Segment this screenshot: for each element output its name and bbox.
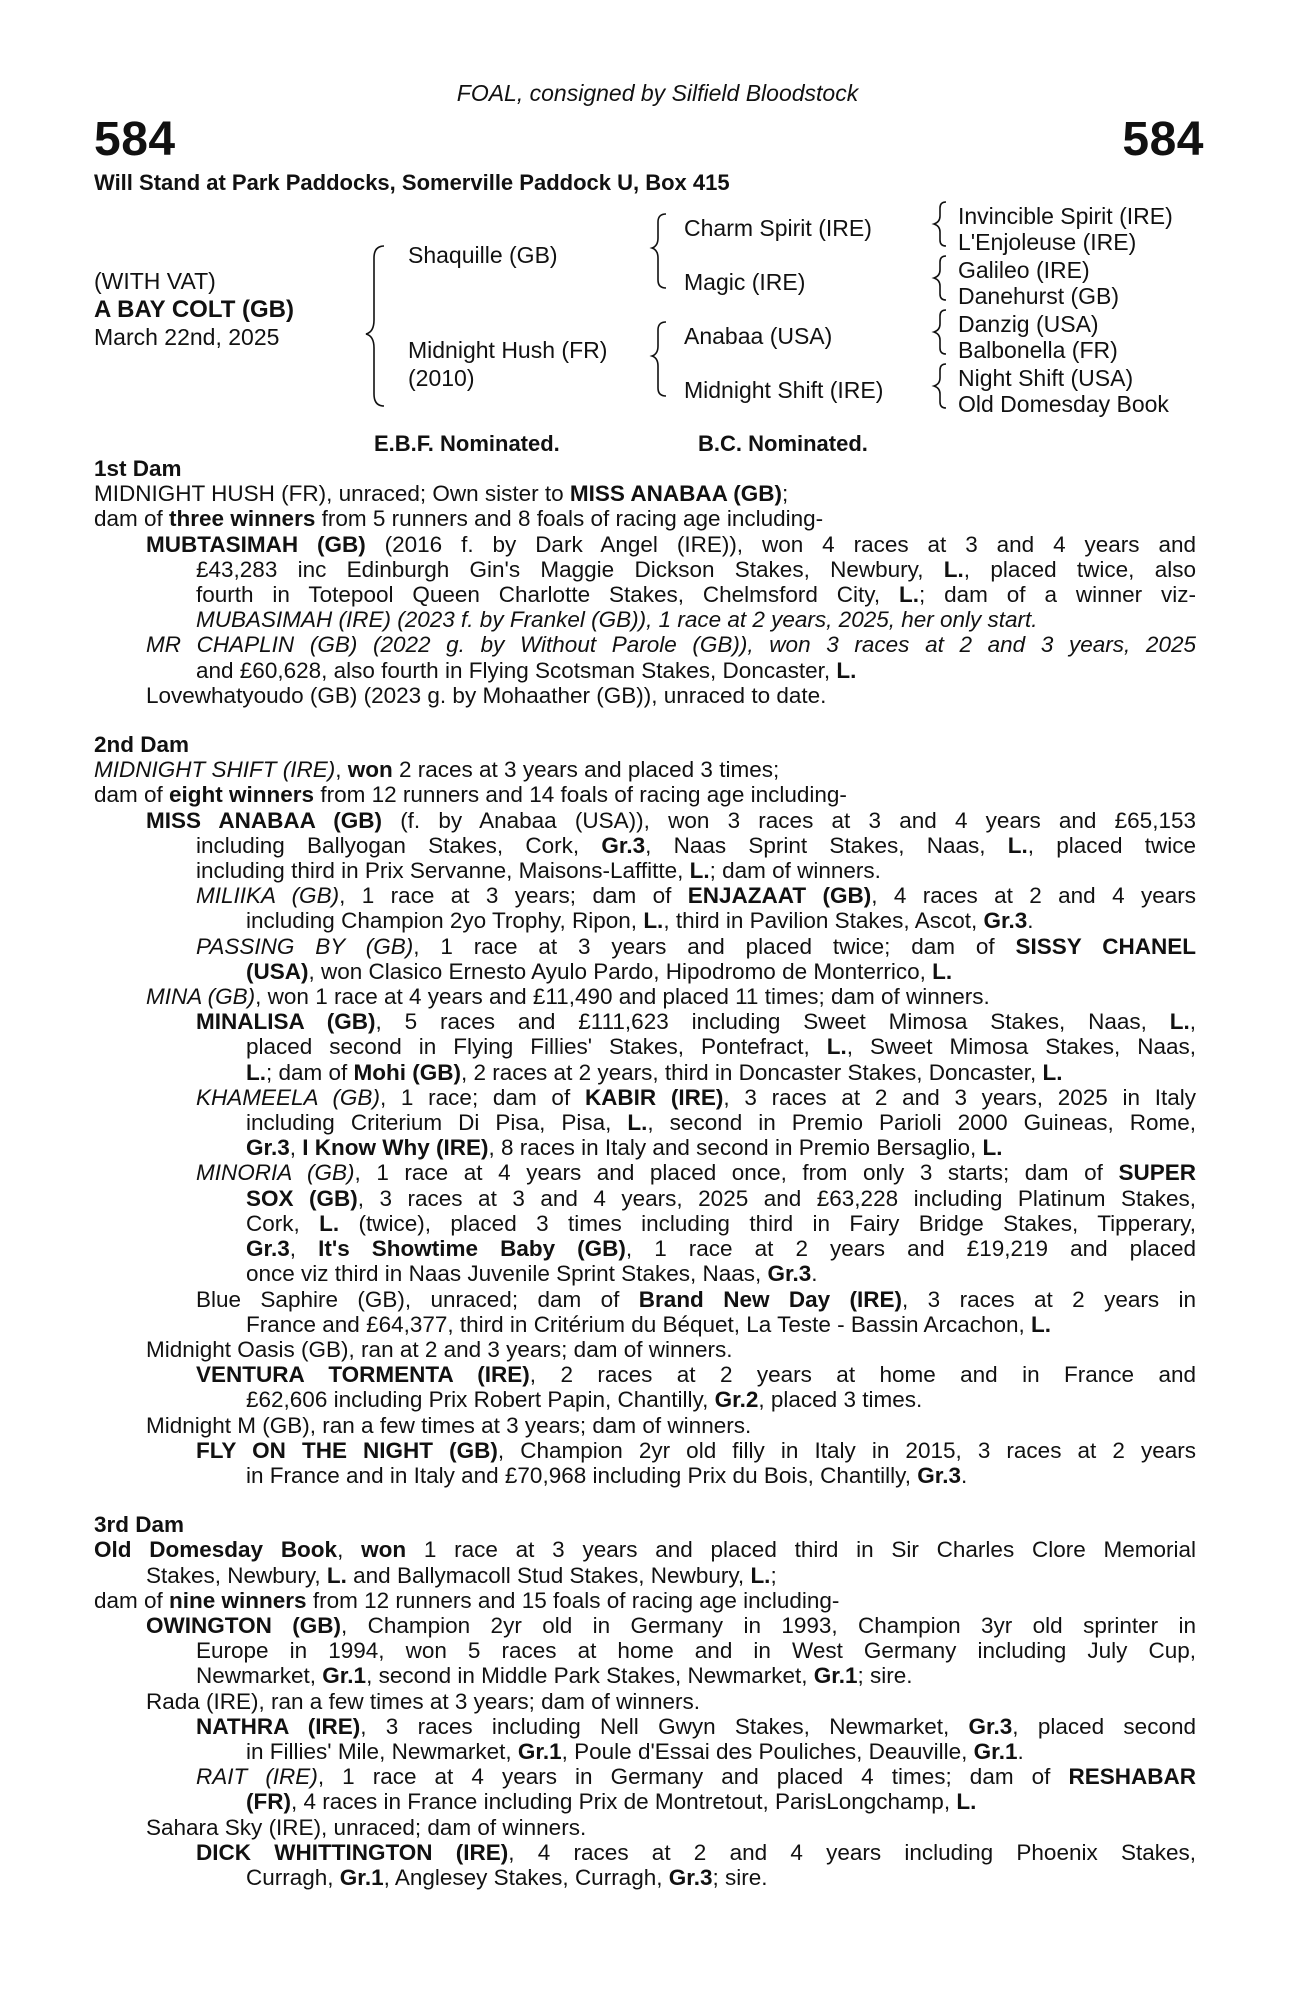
grand-produce-entry-cont: Gr.3, It's Showtime Baby (GB), 1 race at 2 years and £19,219 and placed bbox=[246, 1236, 1196, 1262]
grand-produce-entry-cont: France and £64,377, third in Critérium du Béquet, La Teste - Bassin Arcachon, L. bbox=[246, 1311, 1052, 1337]
brace-sire bbox=[652, 214, 666, 288]
pedigree-dam-dam: Midnight Shift (IRE) bbox=[684, 377, 884, 403]
grand-produce-entry: PASSING BY (GB), 1 race at 3 years and placed twice; dam of SISSY CHANEL bbox=[196, 933, 1196, 959]
grand-produce-entry: KHAMEELA (GB), 1 race; dam of KABIR (IRE), 3 races at 2 and 3 years, 2025 in Italy bbox=[196, 1084, 1196, 1110]
produce-entry-cont: Newmarket, Gr.1, second in Middle Park Stakes, Newmarket, Gr.1; sire. bbox=[196, 1663, 913, 1689]
stand-location: Will Stand at Park Paddocks, Somerville Paddock U, Box 415 bbox=[94, 170, 730, 195]
grand-produce-entry-cont: SOX (GB), 3 races at 3 and 4 years, 2025 and £63,228 including Platinum Stakes, bbox=[246, 1185, 1196, 1211]
grand-produce-entry: MUBASIMAH (IRE) (2023 f. by Frankel (GB)), 1 race at 2 years, 2025, her only start. bbox=[196, 607, 1038, 633]
pedigree-sire-sire: Charm Spirit (IRE) bbox=[684, 215, 872, 241]
third-dam-line: Old Domesday Book, won 1 race at 3 years and placed third in Sir Charles Clore Memorial bbox=[94, 1537, 1196, 1563]
produce-entry: Sahara Sky (IRE), unraced; dam of winners. bbox=[146, 1814, 587, 1840]
produce-entry: Midnight M (GB), ran a few times at 3 years; dam of winners. bbox=[146, 1412, 752, 1438]
produce-entry-cont: Europe in 1994, won 5 races at home and in West Germany including July Cup, bbox=[196, 1638, 1196, 1664]
second-dam-line: MIDNIGHT SHIFT (IRE), won 2 races at 3 years and placed 3 times; bbox=[94, 757, 780, 783]
brace-dd bbox=[934, 364, 946, 408]
produce-entry: MUBTASIMAH (GB) (2016 f. by Dark Angel (IRE)), won 4 races at 3 and 4 years and bbox=[146, 531, 1196, 557]
produce-entry-cont: including third in Prix Servanne, Maisons-Laffitte, L.; dam of winners. bbox=[196, 858, 881, 884]
pedigree-dam: Midnight Hush (FR) bbox=[408, 337, 608, 363]
pedigree-sss: Invincible Spirit (IRE) bbox=[958, 203, 1173, 229]
grand-produce-entry: RAIT (IRE), 1 race at 4 years in Germany and placed 4 times; dam of RESHABAR bbox=[196, 1764, 1196, 1790]
first-dam-produce-line: dam of three winners from 5 runners and 8 foals of racing age including- bbox=[94, 506, 824, 532]
pedigree-sire-dam: Magic (IRE) bbox=[684, 269, 806, 295]
consignor-line: FOAL, consigned by Silfield Bloodstock bbox=[456, 80, 859, 106]
produce-entry: MR CHAPLIN (GB) (2022 g. by Without Parole (GB)), won 3 races at 2 and 3 years, 2025 bbox=[146, 632, 1196, 658]
pedigree-dam-year: (2010) bbox=[408, 365, 475, 391]
grand-produce-entry: MILIIKA (GB), 1 race at 3 years; dam of ENJAZAAT (GB), 4 races at 2 and 4 years bbox=[196, 883, 1196, 909]
produce-entry: Lovewhatyoudo (GB) (2023 g. by Mohaather (GB)), unraced to date. bbox=[146, 682, 827, 708]
grand-produce-entry-cont: including Champion 2yo Trophy, Ripon, L., third in Pavilion Stakes, Ascot, Gr.3. bbox=[246, 908, 1034, 934]
pedigree-ssd: L'Enjoleuse (IRE) bbox=[958, 229, 1137, 255]
pedigree-dss: Danzig (USA) bbox=[958, 311, 1099, 337]
brace-dam bbox=[652, 322, 666, 396]
pedigree-sire: Shaquille (GB) bbox=[408, 242, 558, 268]
pedigree-sdd: Danehurst (GB) bbox=[958, 283, 1120, 309]
lot-number-left: 584 bbox=[94, 113, 176, 166]
pedigree-dam-sire: Anabaa (USA) bbox=[684, 323, 833, 349]
vat-note: (WITH VAT) bbox=[94, 268, 216, 294]
lot-number-right: 584 bbox=[1122, 113, 1204, 166]
grand-produce-entry: Blue Saphire (GB), unraced; dam of Brand New Day (IRE), 3 races at 2 years in bbox=[196, 1286, 1196, 1312]
grand-produce-entry-cont: L.; dam of Mohi (GB), 2 races at 2 years, third in Doncaster Stakes, Doncaster, L. bbox=[246, 1059, 1063, 1085]
foaling-date: March 22nd, 2025 bbox=[94, 324, 280, 350]
lot-title: A BAY COLT (GB) bbox=[94, 296, 295, 323]
grand-produce-entry-cont: (USA), won Clasico Ernesto Ayulo Pardo, Hipodromo de Monterrico, L. bbox=[246, 958, 953, 984]
produce-entry: OWINGTON (GB), Champion 2yr old in Germany in 1993, Champion 3yr old sprinter in bbox=[146, 1612, 1196, 1638]
grand-produce-entry: DICK WHITTINGTON (IRE), 4 races at 2 and 4 years including Phoenix Stakes, bbox=[196, 1839, 1197, 1865]
produce-entry-cont: £43,283 inc Edinburgh Gin's Maggie Dickson Stakes, Newbury, L., placed twice, also bbox=[196, 556, 1196, 582]
brace-ss bbox=[934, 202, 946, 246]
grand-produce-entry: MINALISA (GB), 5 races and £111,623 including Sweet Mimosa Stakes, Naas, L., bbox=[196, 1009, 1196, 1035]
grand-produce-entry-cont: £62,606 including Prix Robert Papin, Chantilly, Gr.2, placed 3 times. bbox=[246, 1387, 923, 1413]
second-dam-produce-line: dam of eight winners from 12 runners and 14 foals of racing age including- bbox=[94, 782, 847, 808]
first-dam-line: MIDNIGHT HUSH (FR), unraced; Own sister to MISS ANABAA (GB); bbox=[94, 481, 789, 507]
pedigree-dsd: Balbonella (FR) bbox=[958, 337, 1118, 363]
pedigree-notes bbox=[94, 456, 1196, 1890]
grand-produce-entry-cont: Curragh, Gr.1, Anglesey Stakes, Curragh, Gr.3; sire. bbox=[246, 1864, 768, 1890]
third-dam-produce-line: dam of nine winners from 12 runners and 15 foals of racing age including- bbox=[94, 1587, 840, 1613]
grand-produce-entry-cont: in Fillies' Mile, Newmarket, Gr.1, Poule d'Essai des Pouliches, Deauville, Gr.1. bbox=[246, 1738, 1024, 1764]
pedigree-dds: Night Shift (USA) bbox=[958, 365, 1134, 391]
grand-produce-entry: VENTURA TORMENTA (IRE), 2 races at 2 years at home and in France and bbox=[196, 1362, 1196, 1388]
grand-produce-entry: NATHRA (IRE), 3 races including Nell Gwyn Stakes, Newmarket, Gr.3, placed second bbox=[196, 1713, 1196, 1739]
brace-main bbox=[366, 246, 384, 406]
first-dam-heading: 1st Dam bbox=[94, 456, 182, 481]
grand-produce-entry-cont: including Criterium Di Pisa, Pisa, L., second in Premio Parioli 2000 Guineas, Rome, bbox=[246, 1110, 1196, 1136]
grand-produce-entry-cont: once viz third in Naas Juvenile Sprint Stakes, Naas, Gr.3. bbox=[246, 1261, 818, 1287]
grand-produce-entry: MINORIA (GB), 1 race at 4 years and placed once, from only 3 starts; dam of SUPER bbox=[196, 1160, 1196, 1186]
brace-sd bbox=[934, 256, 946, 300]
grand-produce-entry-cont: Gr.3, I Know Why (IRE), 8 races in Italy and second in Premio Bersaglio, L. bbox=[246, 1135, 1003, 1161]
produce-entry-cont: fourth in Totepool Queen Charlotte Stakes, Chelmsford City, L.; dam of a winner viz- bbox=[196, 582, 1196, 608]
ebf-nomination: E.B.F. Nominated. bbox=[374, 431, 560, 456]
produce-entry-cont: including Ballyogan Stakes, Cork, Gr.3, Naas Sprint Stakes, Naas, L., placed twice bbox=[196, 832, 1196, 858]
produce-entry: Rada (IRE), ran a few times at 3 years; dam of winners. bbox=[146, 1688, 700, 1714]
produce-entry: MISS ANABAA (GB) (f. by Anabaa (USA)), won 3 races at 3 and 4 years and £65,153 bbox=[146, 807, 1196, 833]
grand-produce-entry-cont: Cork, L. (twice), placed 3 times including third in Fairy Bridge Stakes, Tipperary, bbox=[246, 1210, 1196, 1236]
grand-produce-entry: FLY ON THE NIGHT (GB), Champion 2yr old filly in Italy in 2015, 3 races at 2 years bbox=[196, 1437, 1196, 1463]
grand-produce-entry-cont: in France and in Italy and £70,968 including Prix du Bois, Chantilly, Gr.3. bbox=[246, 1462, 968, 1488]
produce-entry-cont: and £60,628, also fourth in Flying Scotsman Stakes, Doncaster, L. bbox=[196, 657, 857, 683]
third-dam-heading: 3rd Dam bbox=[94, 1512, 185, 1538]
grand-produce-entry-cont: placed second in Flying Fillies' Stakes, Pontefract, L., Sweet Mimosa Stakes, Naas, bbox=[246, 1034, 1196, 1060]
second-dam-heading: 2nd Dam bbox=[94, 732, 190, 758]
bc-nomination: B.C. Nominated. bbox=[698, 431, 868, 456]
produce-entry: MINA (GB), won 1 race at 4 years and £11,490 and placed 11 times; dam of winners. bbox=[146, 984, 990, 1010]
grand-produce-entry-cont: (FR), 4 races in France including Prix de Montretout, ParisLongchamp, L. bbox=[246, 1789, 977, 1815]
produce-entry: Midnight Oasis (GB), ran at 2 and 3 years; dam of winners. bbox=[146, 1336, 733, 1362]
third-dam-line-cont: Stakes, Newbury, L. and Ballymacoll Stud Stakes, Newbury, L.; bbox=[146, 1562, 777, 1588]
pedigree-ddd: Old Domesday Book bbox=[958, 391, 1169, 417]
brace-ds bbox=[934, 310, 946, 354]
pedigree-sds: Galileo (IRE) bbox=[958, 257, 1090, 283]
